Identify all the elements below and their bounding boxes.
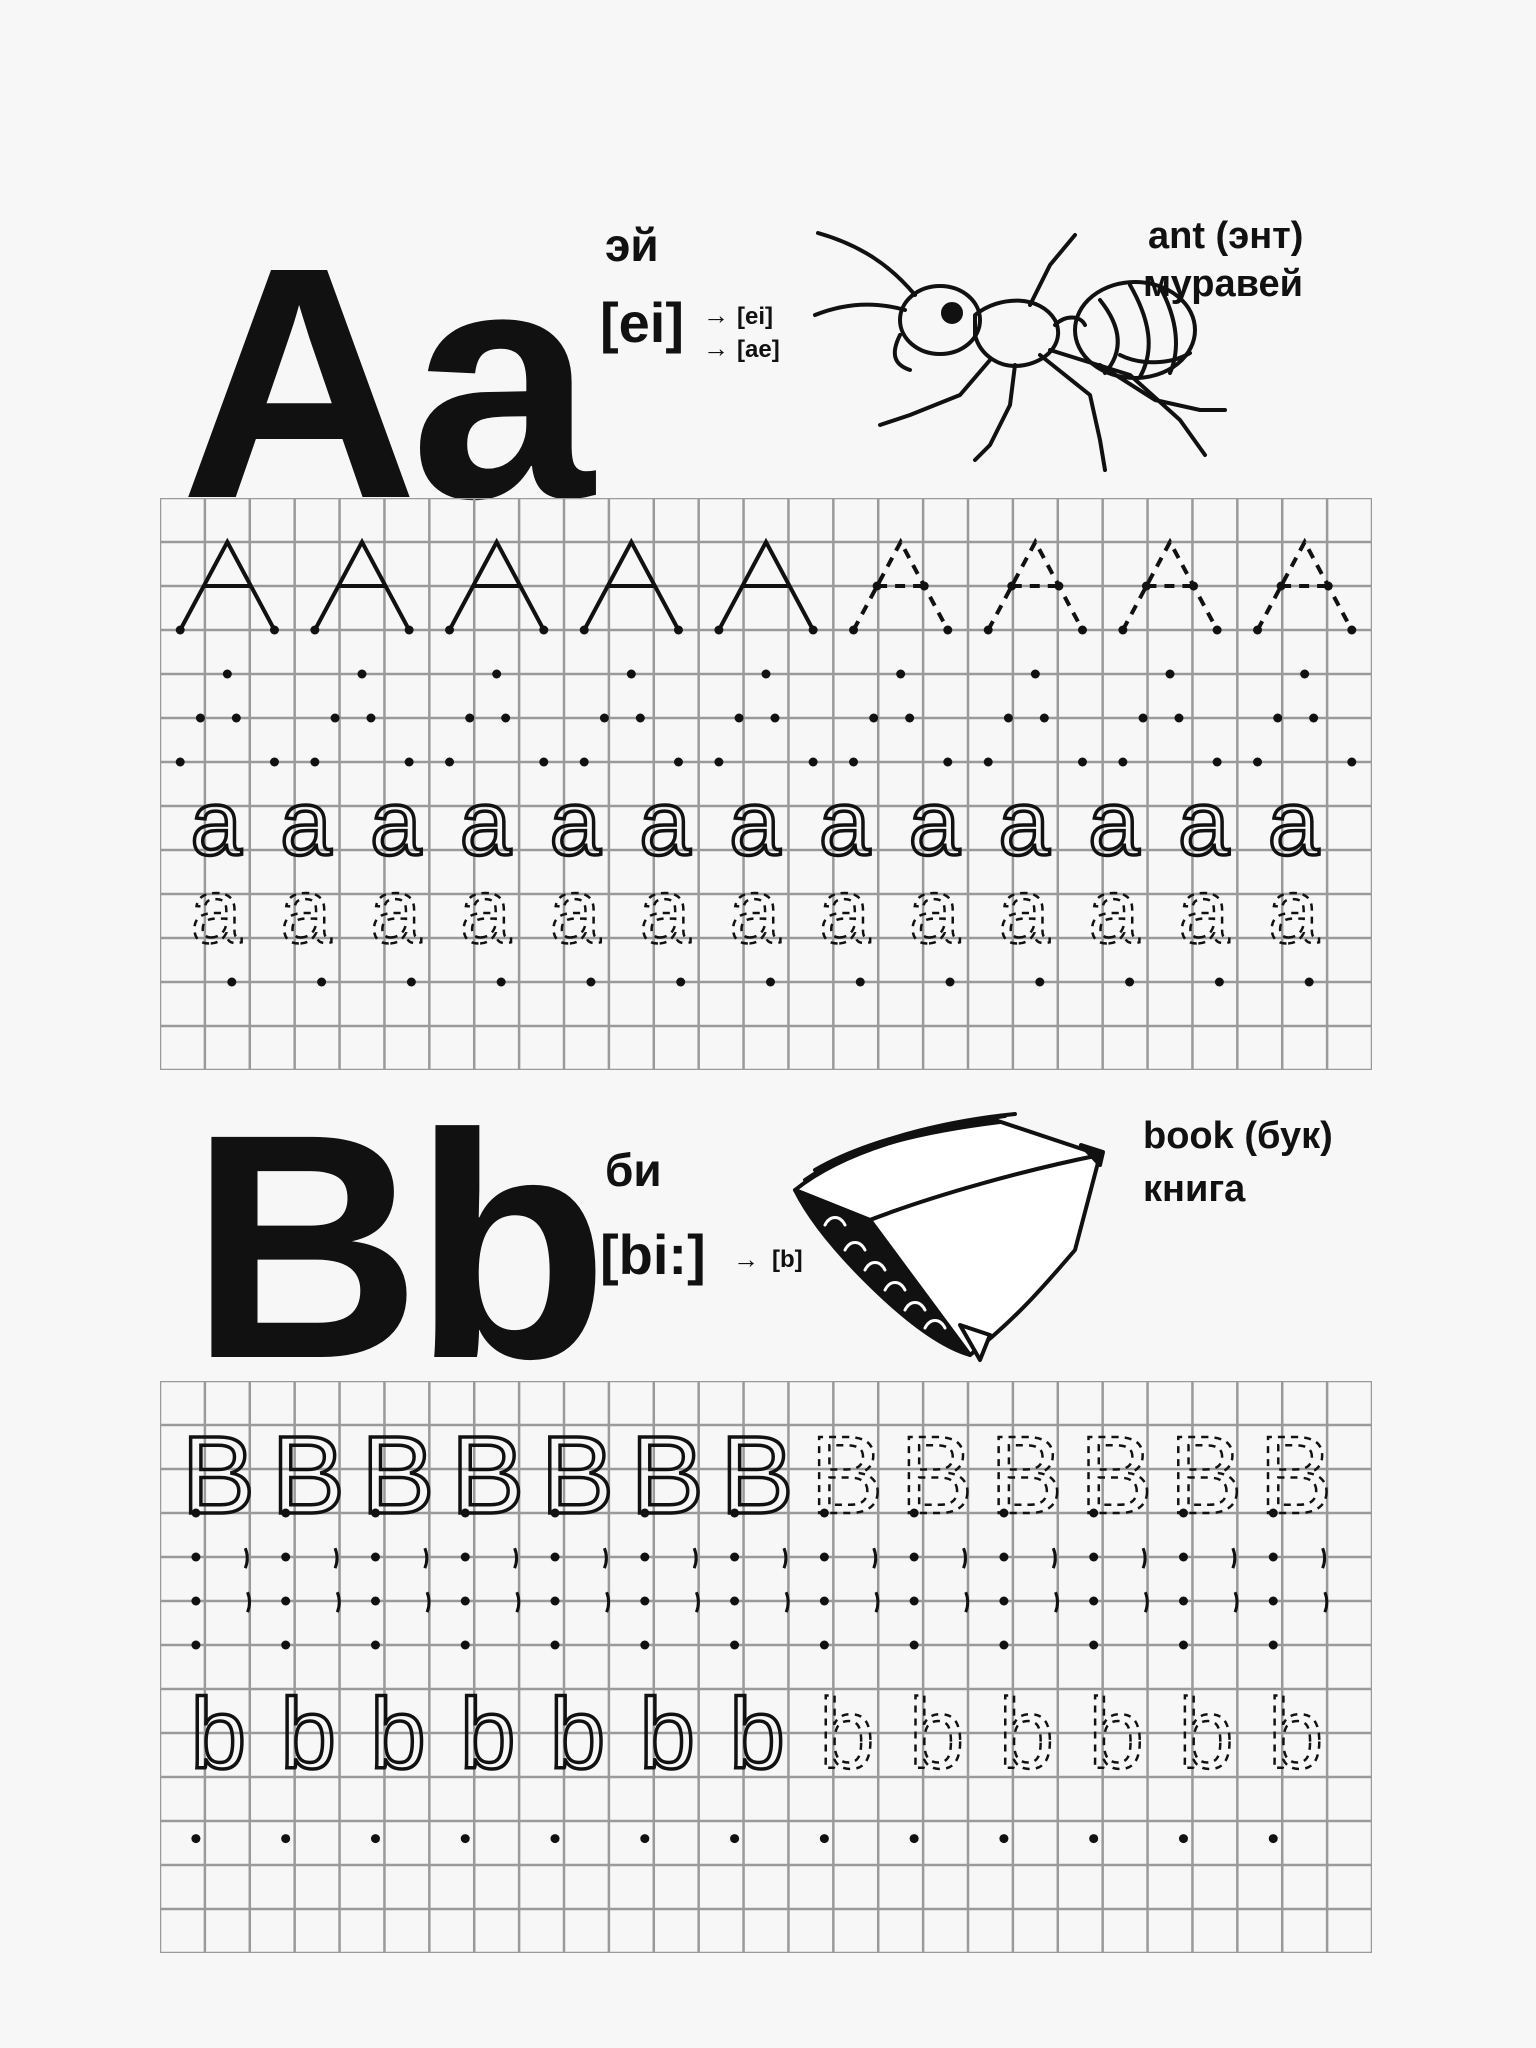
letter-a-solid: a bbox=[459, 772, 512, 875]
letter-B-solid: B bbox=[720, 1414, 794, 1537]
sound-variant-a-1: [ei] bbox=[737, 303, 773, 330]
guide-dot bbox=[358, 670, 367, 679]
guide-dot bbox=[1166, 670, 1175, 679]
guide-dot bbox=[196, 714, 205, 723]
letter-a-solid: a bbox=[1088, 772, 1140, 875]
letter-a-dashed: a bbox=[1088, 860, 1140, 963]
guide-dot bbox=[640, 1597, 649, 1606]
guide-dot bbox=[730, 1597, 739, 1606]
letter-name-a: эй bbox=[605, 219, 659, 271]
guide-dot bbox=[191, 1597, 200, 1606]
guide-dot bbox=[1269, 1641, 1278, 1650]
ant-icon bbox=[800, 225, 1230, 495]
guide-dot bbox=[1179, 1641, 1188, 1650]
guide-dot bbox=[1089, 1834, 1098, 1843]
letter-b-solid: b bbox=[729, 1678, 785, 1791]
guide-dot bbox=[1309, 714, 1318, 723]
guide-dot bbox=[461, 1834, 470, 1843]
letter-b-dashed: b bbox=[818, 1678, 875, 1791]
guide-dot bbox=[371, 1834, 380, 1843]
guide-dot bbox=[310, 758, 319, 767]
letter-a-solid: a bbox=[639, 772, 691, 875]
guide-dot bbox=[999, 1597, 1008, 1606]
guide-dot bbox=[910, 1641, 919, 1650]
letter-a-dashed: a bbox=[639, 860, 691, 963]
guide-dot bbox=[539, 758, 548, 767]
word-en-b: book (бук) bbox=[1143, 1115, 1333, 1157]
guide-dot bbox=[999, 1641, 1008, 1650]
letter-b-dashed: b bbox=[1088, 1678, 1144, 1791]
letter-a-solid: a bbox=[190, 772, 242, 875]
letter-a-dashed: a bbox=[908, 860, 960, 963]
guide-dot bbox=[371, 1597, 380, 1606]
guide-dot bbox=[762, 670, 771, 679]
letter-B-dashed: B bbox=[899, 1414, 974, 1537]
guide-dot bbox=[191, 1834, 200, 1843]
guide-dot bbox=[465, 714, 474, 723]
guide-dot bbox=[461, 1553, 470, 1562]
guide-dot bbox=[735, 714, 744, 723]
guide-dot bbox=[730, 1553, 739, 1562]
guide-dot bbox=[640, 1641, 649, 1650]
big-letters-a: Aa bbox=[180, 198, 586, 567]
guide-dot bbox=[176, 758, 185, 767]
guide-dot bbox=[905, 714, 914, 723]
guide-dot bbox=[1213, 758, 1222, 767]
guide-dot bbox=[809, 758, 818, 767]
guide-dot bbox=[820, 1834, 829, 1843]
letter-a-dashed: a bbox=[998, 860, 1050, 963]
guide-dot bbox=[1139, 714, 1148, 723]
guide-dot bbox=[1179, 1553, 1188, 1562]
letter-a-solid: a bbox=[908, 772, 960, 875]
guide-dot bbox=[1179, 1597, 1188, 1606]
word-en-a: ant (энт) bbox=[1148, 215, 1304, 257]
letter-b-solid: b bbox=[370, 1678, 426, 1791]
guide-dot bbox=[191, 1553, 200, 1562]
book-icon bbox=[785, 1110, 1115, 1375]
letter-b-solid: b bbox=[280, 1678, 336, 1791]
letter-a-solid: a bbox=[549, 772, 601, 875]
letter-a-solid: a bbox=[998, 772, 1050, 875]
sound-variant-a-2: [ae] bbox=[737, 336, 780, 363]
guide-dot bbox=[331, 714, 340, 723]
guide-dot bbox=[1253, 758, 1262, 767]
guide-dot bbox=[497, 978, 506, 987]
letter-B-solid: B bbox=[630, 1414, 704, 1537]
letter-a-solid: a bbox=[1267, 772, 1320, 875]
guide-dot bbox=[640, 1834, 649, 1843]
guide-dot bbox=[551, 1641, 560, 1650]
guide-dot bbox=[1215, 978, 1224, 987]
arrow-icon: → bbox=[703, 300, 729, 330]
guide-dot bbox=[281, 1834, 290, 1843]
letter-a-dashed: a bbox=[549, 860, 601, 963]
guide-dot bbox=[1269, 1553, 1278, 1562]
letter-B-dashed: B bbox=[989, 1414, 1064, 1537]
guide-dot bbox=[366, 714, 375, 723]
letter-a-dashed: a bbox=[1267, 860, 1320, 963]
big-letters-b: Bb bbox=[190, 1067, 601, 1425]
letter-a-solid: a bbox=[1178, 772, 1230, 875]
letter-B-dashed: B bbox=[1079, 1414, 1153, 1537]
letter-a-dashed: a bbox=[459, 860, 512, 963]
word-ru-a: муравей bbox=[1143, 263, 1303, 305]
guide-dot bbox=[371, 1553, 380, 1562]
letter-a-solid: a bbox=[729, 772, 781, 875]
guide-dot bbox=[501, 714, 510, 723]
transcription-a: [ei] bbox=[600, 291, 684, 354]
guide-dot bbox=[896, 670, 905, 679]
letter-a-solid: a bbox=[370, 772, 422, 875]
guide-dot bbox=[270, 758, 279, 767]
guide-dot bbox=[1118, 758, 1127, 767]
guide-dot bbox=[227, 978, 236, 987]
letter-B-dashed: B bbox=[1169, 1414, 1243, 1537]
guide-dot bbox=[223, 670, 232, 679]
guide-dot bbox=[461, 1597, 470, 1606]
guide-dot bbox=[1269, 1834, 1278, 1843]
guide-dot bbox=[1040, 714, 1049, 723]
guide-dot bbox=[627, 670, 636, 679]
guide-dot bbox=[910, 1553, 919, 1562]
guide-dot bbox=[1347, 758, 1356, 767]
guide-dot bbox=[461, 1641, 470, 1650]
guide-dot bbox=[281, 1553, 290, 1562]
guide-dot bbox=[820, 1597, 829, 1606]
letter-b-dashed: b bbox=[998, 1678, 1055, 1791]
guide-dot bbox=[407, 978, 416, 987]
guide-dot bbox=[371, 1641, 380, 1650]
guide-dot bbox=[317, 978, 326, 987]
letter-name-b: би bbox=[605, 1144, 662, 1196]
letter-a-dashed: a bbox=[280, 860, 332, 963]
guide-dot bbox=[1004, 714, 1013, 723]
letter-b-solid: b bbox=[549, 1678, 606, 1791]
guide-dot bbox=[1179, 1834, 1188, 1843]
guide-dot bbox=[1305, 978, 1314, 987]
tracing-grid-a bbox=[160, 498, 1372, 1070]
guide-dot bbox=[849, 758, 858, 767]
guide-dot bbox=[869, 714, 878, 723]
guide-dot bbox=[1035, 978, 1044, 987]
letter-b-dashed: b bbox=[908, 1678, 965, 1791]
guide-dot bbox=[281, 1597, 290, 1606]
letter-a-dashed: a bbox=[190, 860, 242, 963]
guide-dot bbox=[999, 1834, 1008, 1843]
guide-dot bbox=[640, 1553, 649, 1562]
guide-dot bbox=[943, 758, 952, 767]
letter-B-dashed: B bbox=[810, 1414, 884, 1537]
guide-dot bbox=[1089, 1641, 1098, 1650]
letter-a-dashed: a bbox=[370, 860, 422, 963]
letter-a-dashed: a bbox=[818, 860, 871, 963]
guide-dot bbox=[1174, 714, 1183, 723]
guide-dot bbox=[636, 714, 645, 723]
guide-dot bbox=[984, 758, 993, 767]
guide-dot bbox=[1089, 1553, 1098, 1562]
guide-dot bbox=[1031, 670, 1040, 679]
guide-dot bbox=[1089, 1597, 1098, 1606]
guide-dot bbox=[910, 1597, 919, 1606]
letter-B-dashed: B bbox=[1259, 1414, 1333, 1537]
guide-dot bbox=[1078, 758, 1087, 767]
letter-b-dashed: b bbox=[1178, 1678, 1234, 1791]
guide-dot bbox=[730, 1641, 739, 1650]
guide-dot bbox=[820, 1553, 829, 1562]
guide-dot bbox=[1269, 1597, 1278, 1606]
guide-dot bbox=[580, 758, 589, 767]
letter-B-solid: B bbox=[181, 1414, 256, 1537]
tracing-grid-b bbox=[160, 1381, 1372, 1953]
guide-dot bbox=[1300, 670, 1309, 679]
transcription-b: [bi:] bbox=[600, 1223, 706, 1286]
guide-dot bbox=[674, 758, 683, 767]
letter-B-solid: B bbox=[271, 1414, 345, 1537]
letter-a-solid: a bbox=[818, 772, 871, 875]
guide-dot bbox=[551, 1597, 560, 1606]
letter-b-solid: b bbox=[639, 1678, 696, 1791]
guide-dot bbox=[445, 758, 454, 767]
guide-dot bbox=[1273, 714, 1282, 723]
guide-dot bbox=[856, 978, 865, 987]
letter-B-solid: B bbox=[451, 1414, 525, 1537]
guide-dot bbox=[405, 758, 414, 767]
letter-a-dashed: a bbox=[729, 860, 781, 963]
guide-dot bbox=[910, 1834, 919, 1843]
guide-dot bbox=[770, 714, 779, 723]
guide-dot bbox=[191, 1641, 200, 1650]
arrow-icon: → bbox=[703, 333, 729, 363]
letter-b-solid: b bbox=[190, 1678, 247, 1791]
guide-dot bbox=[492, 670, 501, 679]
guide-dot bbox=[551, 1834, 560, 1843]
guide-dot bbox=[820, 1641, 829, 1650]
letter-b-solid: b bbox=[459, 1678, 516, 1791]
guide-dot bbox=[766, 978, 775, 987]
letter-b-dashed: b bbox=[1267, 1678, 1324, 1791]
guide-dot bbox=[1125, 978, 1134, 987]
guide-dot bbox=[551, 1553, 560, 1562]
guide-dot bbox=[281, 1641, 290, 1650]
letter-B-solid: B bbox=[361, 1414, 435, 1537]
guide-dot bbox=[676, 978, 685, 987]
guide-dot bbox=[232, 714, 241, 723]
guide-dot bbox=[999, 1553, 1008, 1562]
guide-dot bbox=[600, 714, 609, 723]
letter-a-solid: a bbox=[280, 772, 332, 875]
guide-dot bbox=[586, 978, 595, 987]
guide-dot bbox=[714, 758, 723, 767]
sound-variant-b-1: [b] bbox=[772, 1246, 803, 1273]
arrow-icon: → bbox=[733, 1244, 759, 1274]
guide-dot bbox=[730, 1834, 739, 1843]
word-ru-b: книга bbox=[1143, 1168, 1246, 1210]
letter-a-dashed: a bbox=[1178, 860, 1230, 963]
letter-B-solid: B bbox=[540, 1414, 615, 1537]
guide-dot bbox=[946, 978, 955, 987]
